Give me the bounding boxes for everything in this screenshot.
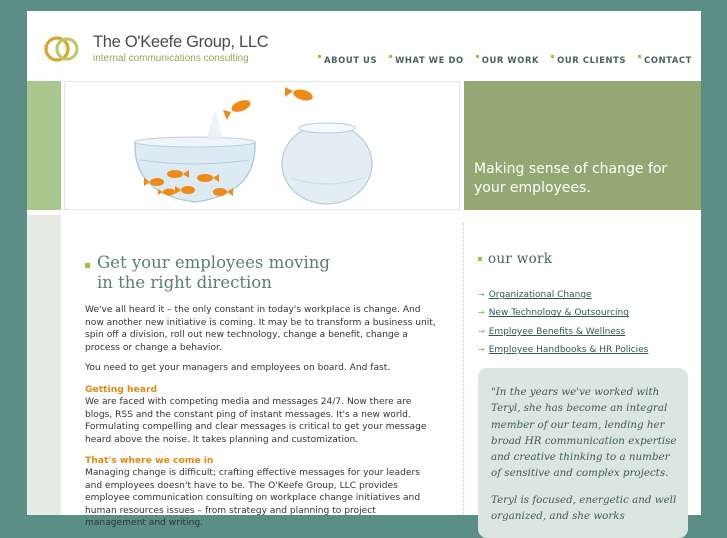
nav-label: OUR WORK: [481, 55, 540, 65]
hero-message: Making sense of change for your employees.: [474, 161, 668, 196]
page-headline: [85, 253, 387, 293]
nav-our-work[interactable]: [476, 55, 539, 65]
nav-label: ABOUT US: [324, 55, 378, 65]
testimonial-quote-continued: Teryl is focused, energetic and well organized, and she works: [491, 494, 677, 523]
headline-line-2: in the right direction: [97, 273, 272, 292]
page: [27, 11, 701, 528]
testimonial-quote: "In the years we've worked with Teryl, she has become an integral member of our team, lending her broad HR communication expertise and creative thinking to a number of sensitive and complex projects.: [491, 386, 677, 480]
sidebar-title: [478, 251, 552, 267]
sidebar-title-bullet-icon: [478, 257, 482, 261]
logo-icon[interactable]: [43, 33, 83, 65]
nav-what-we-do[interactable]: [389, 55, 464, 65]
sidebar-link-label: New Technology & Outsourcing: [488, 308, 629, 319]
hero-image: [64, 81, 460, 210]
intro-paragraph-2: You need to get your managers and employees on board. And fast.: [85, 363, 391, 373]
nav-about-us[interactable]: [318, 55, 377, 65]
section-body-where-we-come-in: Managing change is difficult; crafting effective messages for your leaders and employees doesn't have to be. The O'Keefe Group, LLC provides employee communication consulting on workplace change initiatives and human resources issues – from strategy and planning to project management and writing.: [85, 468, 421, 528]
sidebar-links: [478, 286, 648, 360]
nav-label: CONTACT: [644, 55, 692, 65]
headline-line-1: Get your employees moving: [97, 253, 330, 272]
arrow-right-icon: →: [478, 308, 485, 318]
nav-bullet-icon: [389, 55, 392, 58]
content-left-strip: [27, 215, 61, 515]
section-heading-getting-heard: Getting heard: [85, 384, 158, 395]
sidebar-title-text: our work: [488, 251, 553, 267]
nav-bullet-icon: [551, 55, 554, 58]
main-nav: [318, 55, 692, 65]
sidebar-link-employee-benefits[interactable]: [478, 323, 648, 341]
column-divider: [463, 223, 464, 515]
arrow-right-icon: →: [478, 345, 485, 355]
sidebar-link-label: Organizational Change: [488, 290, 592, 300]
nav-bullet-icon: [318, 55, 321, 58]
sidebar-link-organizational-change[interactable]: [478, 286, 648, 304]
nav-label: OUR CLIENTS: [557, 55, 627, 65]
sidebar-link-employee-handbooks[interactable]: [478, 341, 648, 359]
section-heading-where-we-come-in: That's where we come in: [85, 455, 214, 466]
sidebar-link-label: Employee Handbooks & HR Policies: [488, 345, 649, 356]
arrow-right-icon: →: [478, 290, 485, 299]
sidebar-link-label: Employee Benefits & Wellness: [488, 326, 626, 337]
hero-left-strip: [27, 81, 61, 210]
intro-paragraph: We've all heard it – the only constant in today's workplace is change. And now another new initiative is coming. It may be to transform a business unit, spin off a division, roll out new technology, change a benefit, change a process or change a behavior.: [85, 305, 436, 353]
nav-bullet-icon: [638, 55, 641, 58]
arrow-right-icon: →: [478, 326, 485, 336]
testimonial-box: [478, 368, 688, 538]
brand-name: The O'Keefe Group, LLC: [93, 33, 269, 51]
headline-bullet-icon: [85, 263, 90, 268]
nav-bullet-icon: [476, 55, 479, 58]
nav-contact[interactable]: [638, 55, 692, 65]
sidebar-link-new-technology[interactable]: [478, 304, 648, 322]
goldfish-bowls-illustration: [65, 82, 461, 211]
section-body-getting-heard: We are faced with competing media and messages 24/7. Now there are blogs, RSS and the constant ping of instant messages. It's a new world. Formulating compelling and clear messages is critical to get your message heard above the noise. It takes planning and customization.: [85, 397, 427, 445]
brand-tagline: internal communications consulting: [93, 53, 249, 64]
brand[interactable]: [93, 33, 268, 65]
nav-our-clients[interactable]: [551, 55, 626, 65]
nav-label: WHAT WE DO: [395, 55, 464, 65]
hero-message-panel: [464, 81, 701, 210]
